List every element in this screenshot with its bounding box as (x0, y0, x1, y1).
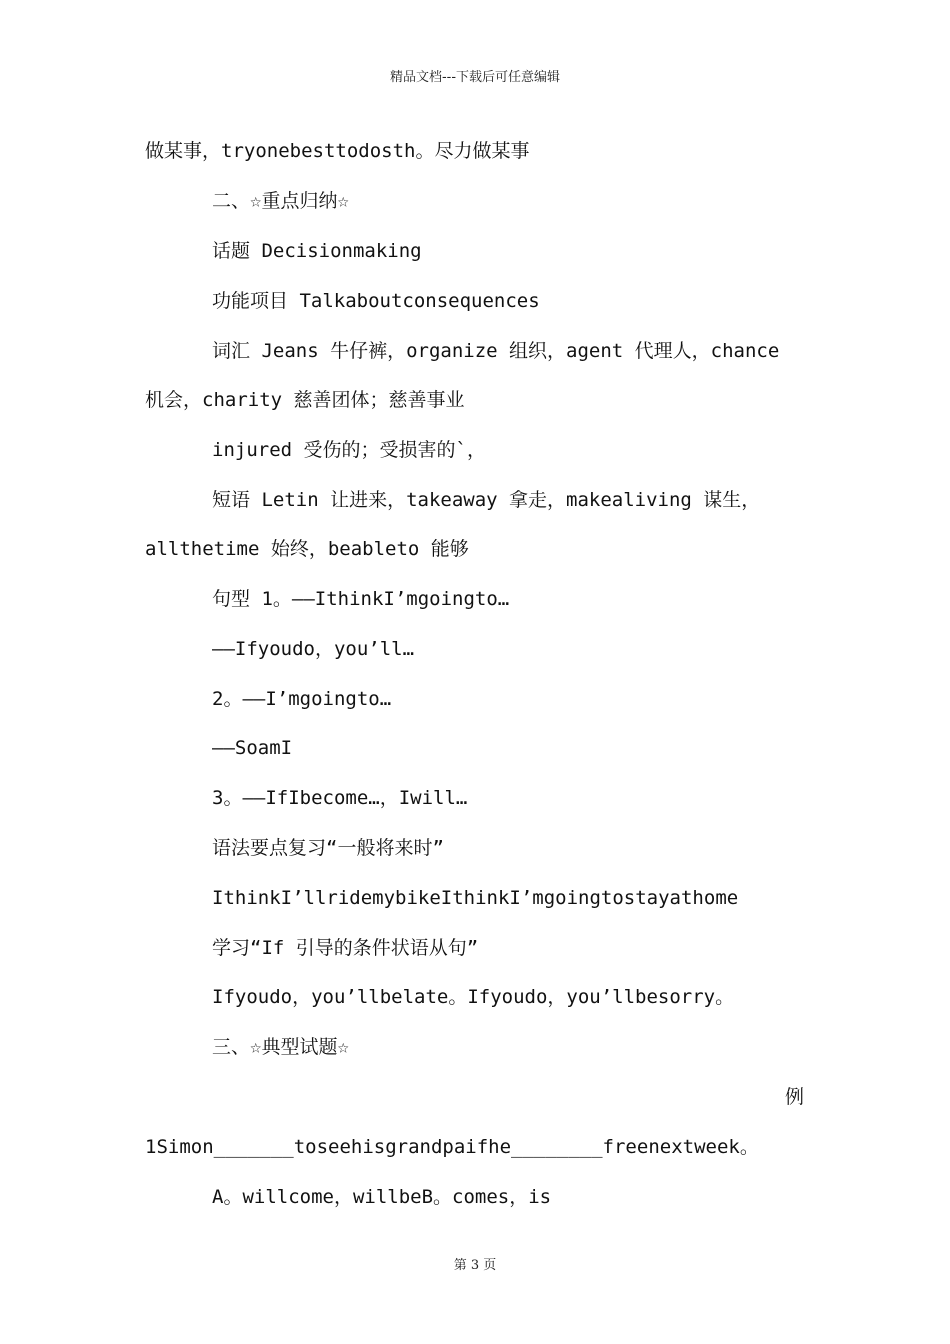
text-line: ——Ifyoudo，you’ll… (212, 638, 415, 660)
text-line: 短语 Letin 让进来，takeaway 拿走，makealiving 谋生， (212, 489, 761, 511)
text-line: 词汇 Jeans 牛仔裤，organize 组织，agent 代理人，chance (212, 340, 780, 362)
text-line: ——SoamI (212, 737, 293, 759)
text-line: 话题 Decisionmaking (212, 240, 422, 262)
text-line: 功能项目 Talkaboutconsequences (212, 290, 540, 312)
example-label: 例 (785, 1086, 805, 1108)
page-header: 精品文档---下载后可任意编辑 (389, 70, 561, 85)
section-heading: 二、☆重点归纳☆ (212, 190, 349, 212)
text-line: 语法要点复习“一般将来时” (212, 837, 444, 859)
question-text: 1Simon_______toseehisgrandpaifhe________freenextweek。 (145, 1136, 759, 1158)
section-heading: 三、☆典型试题☆ (212, 1036, 349, 1058)
text-line: allthetime 始终，beableto 能够 (145, 538, 469, 560)
text-line: injured 受伤的；受损害的`， (212, 439, 486, 461)
text-line: 句型 1。——IthinkI’mgoingto… (212, 588, 510, 610)
text-line: Ifyoudo，you’llbelate。Ifyoudo，you’llbesorry。 (212, 986, 735, 1008)
text-line: IthinkI’llridemybikeIthinkI’mgoingtostayathome (212, 887, 739, 909)
text-line: 机会，charity 慈善团体；慈善事业 (145, 389, 465, 411)
text-line: 学习“If 引导的条件状语从句” (212, 937, 479, 959)
page-footer: 第 3 页 (453, 1258, 497, 1273)
text-line: 2。——I’mgoingto… (212, 688, 392, 710)
answer-options: A。willcome，willbeB。comes，is (212, 1186, 552, 1208)
text-line: 做某事，tryonebesttodosth。尽力做某事 (145, 140, 530, 162)
text-line: 3。——IfIbecome…，Iwill… (212, 787, 468, 809)
